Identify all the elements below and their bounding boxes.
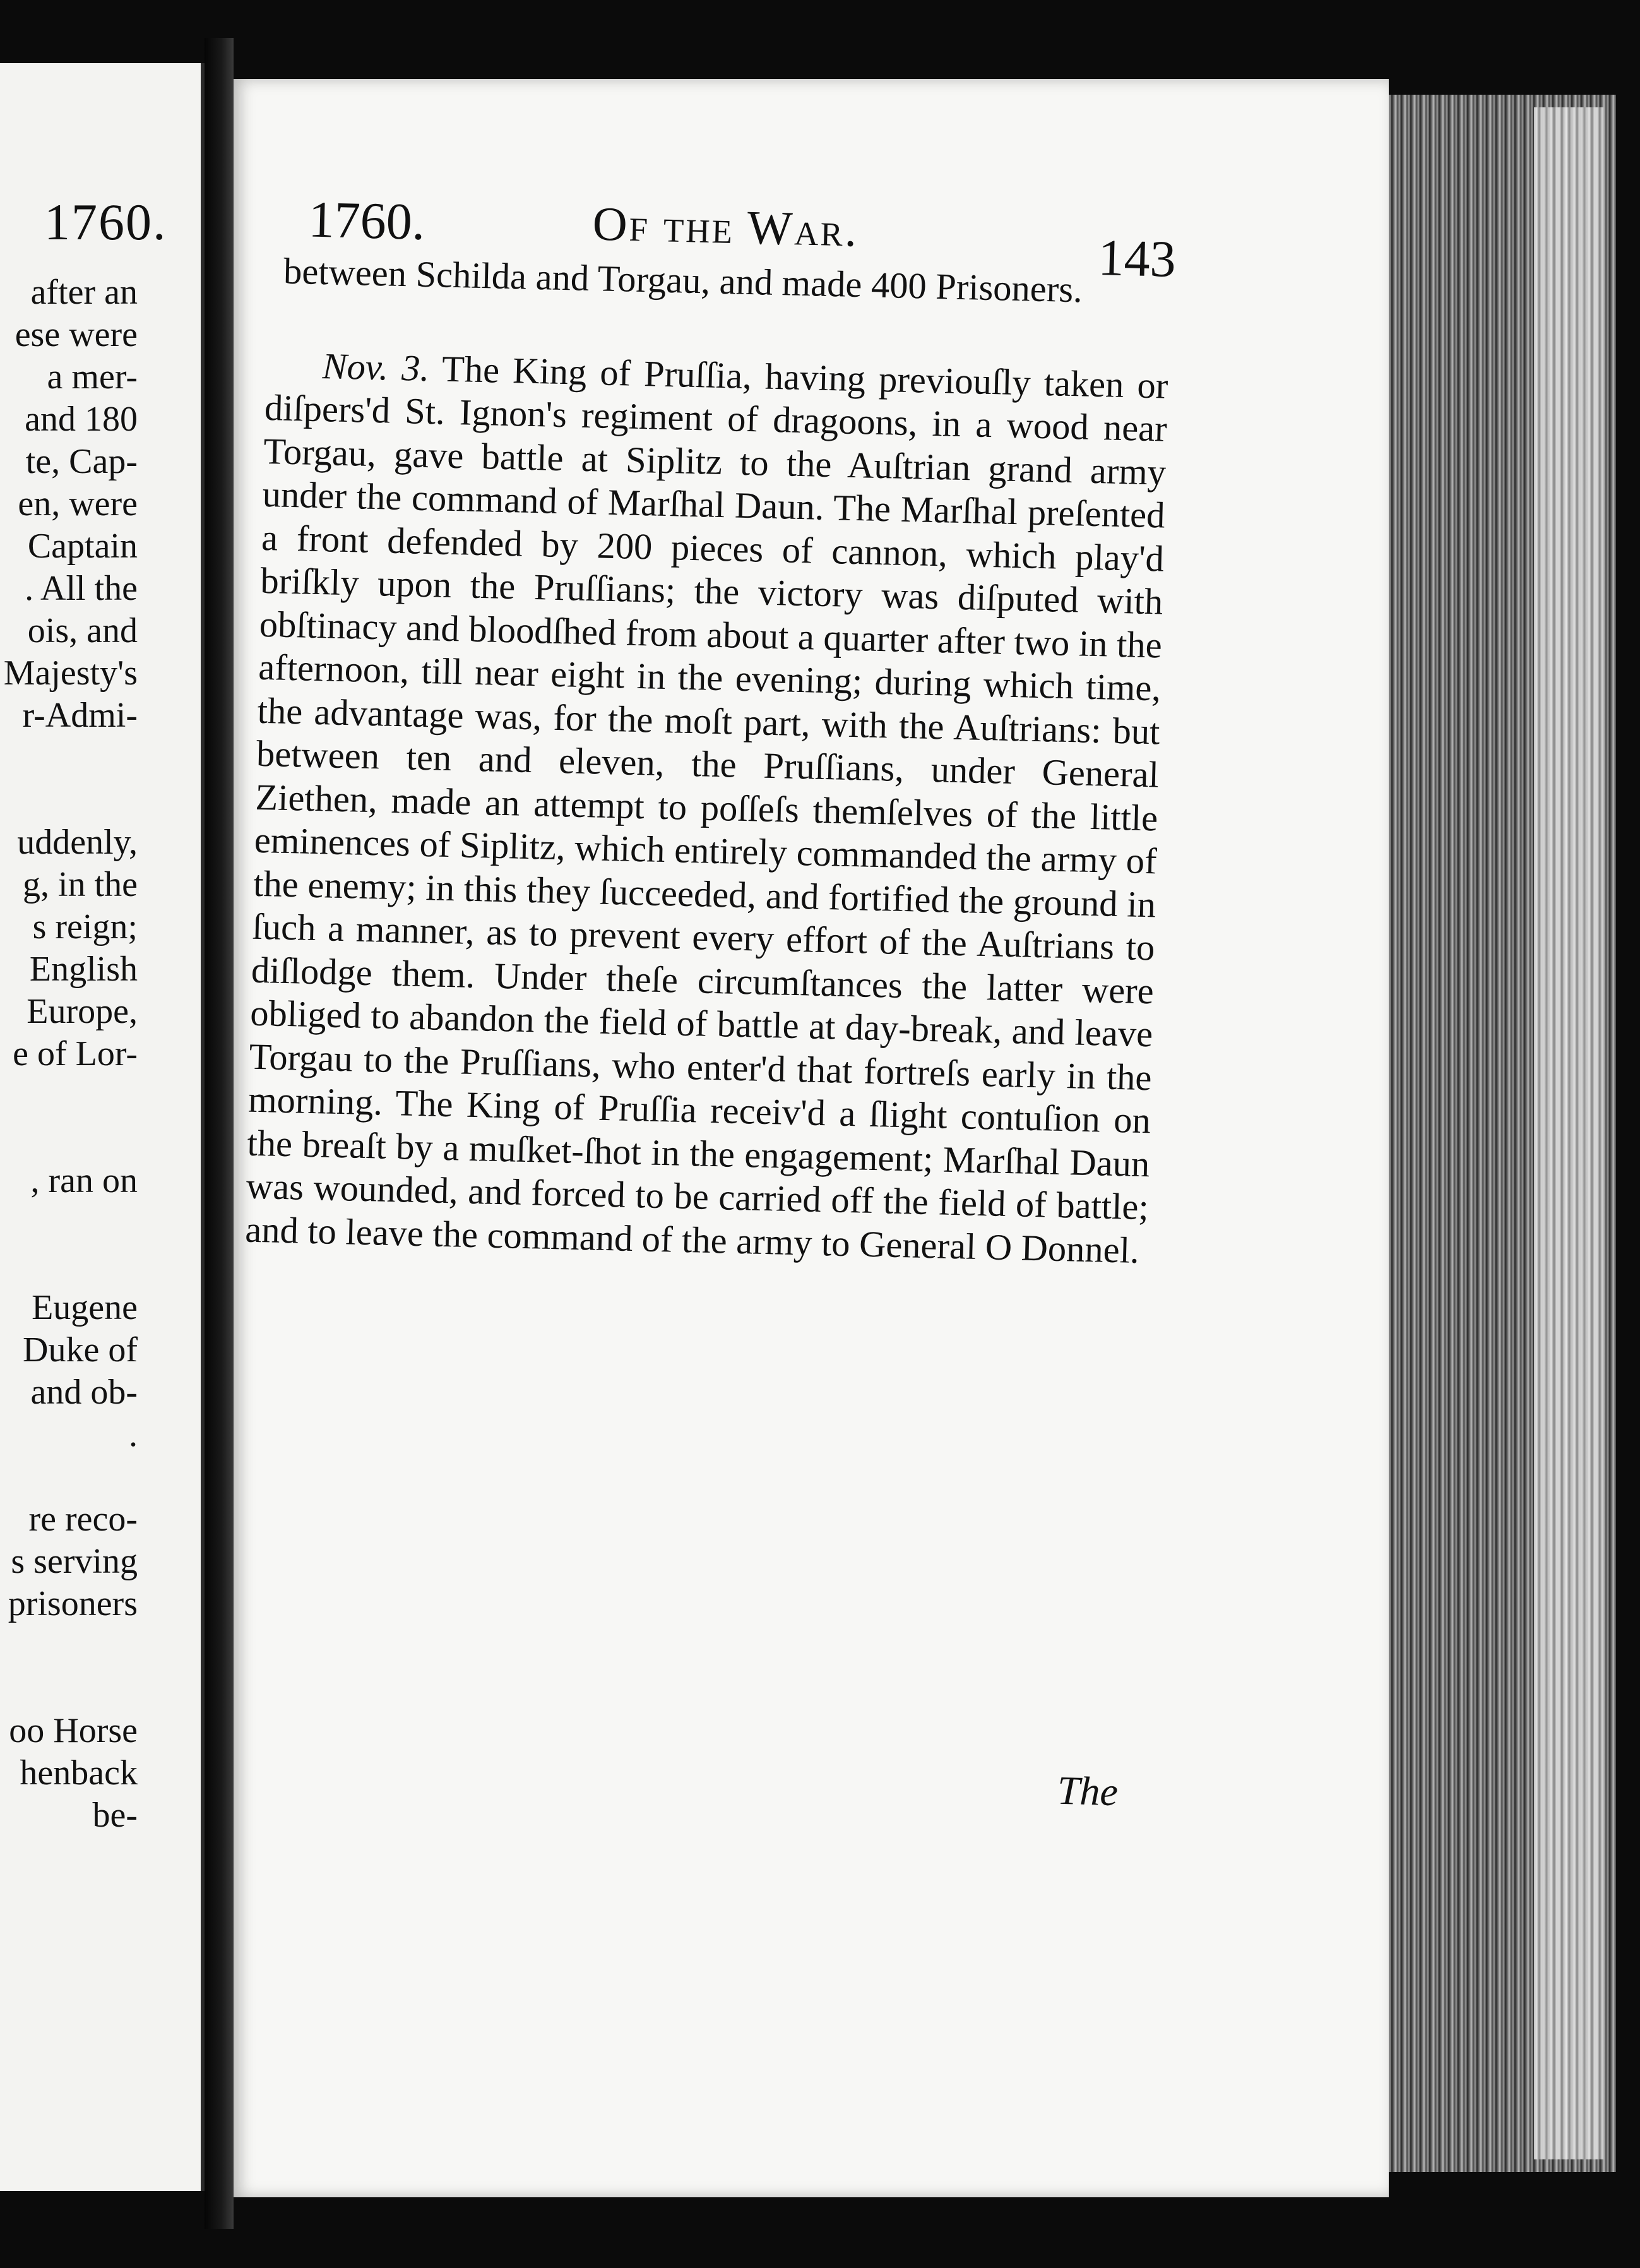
- left-page-line: uddenly,: [17, 823, 138, 862]
- left-page-text: [4, 272, 138, 1837]
- left-page-line: . All the: [25, 569, 138, 608]
- left-page-line: s serving: [11, 1542, 138, 1581]
- left-page-line: henback: [20, 1753, 138, 1793]
- page-number: 143: [1097, 229, 1177, 289]
- left-page-line: Duke of: [23, 1330, 138, 1370]
- left-page-line: , ran on: [30, 1161, 138, 1200]
- left-page-line: [4, 1625, 138, 1668]
- page-title: Of the War.: [591, 197, 860, 257]
- left-page-line: r-Admi-: [22, 696, 138, 735]
- left-page-line: Majesty's: [3, 654, 138, 693]
- left-page-line: [4, 1668, 138, 1710]
- left-facing-page: [0, 63, 205, 2191]
- left-page-line: Captain: [27, 527, 138, 566]
- left-page-line: [4, 1244, 138, 1287]
- left-page-line: e of Lor-: [13, 1034, 138, 1073]
- date-reference: Nov. 3.: [321, 345, 430, 389]
- left-page-line: [4, 1075, 138, 1118]
- left-page-line: [4, 1118, 138, 1160]
- left-page-header-year: 1760.: [44, 193, 167, 251]
- paragraph-nov-3: [245, 343, 1168, 1272]
- left-page-line: be-: [92, 1796, 138, 1835]
- body-text: [245, 249, 1171, 1272]
- left-page-line: oo Horse: [9, 1711, 138, 1750]
- left-page-line: [4, 1456, 138, 1498]
- paragraph-continuation: between Schilda and Torgau, and made 400 Prisoners.: [283, 250, 1083, 311]
- left-page-line: [4, 779, 138, 821]
- left-page-line: s reign;: [32, 907, 138, 946]
- left-page-line: English: [29, 950, 138, 989]
- left-page-line: ois, and: [27, 611, 138, 650]
- left-page-line: en, were: [18, 484, 138, 523]
- left-page-line: ese were: [15, 315, 138, 354]
- left-page-line: after an: [30, 273, 138, 312]
- left-page-line: [4, 737, 138, 779]
- left-page-line: re reco-: [28, 1500, 138, 1539]
- left-page-line: g, in the: [23, 865, 138, 904]
- left-page-line: prisoners: [8, 1584, 138, 1623]
- left-page-line: [4, 1202, 138, 1244]
- catchword: The: [1057, 1767, 1119, 1815]
- left-page-line: and 180: [25, 400, 138, 439]
- paragraph-text: The King of Pruſſia, having previouſly taken or diſpers'd St. Ignon's regiment of dragoons, in a wood near Torgau, gave battle at Siplitz to the Auſtrian grand army under the command of Marſhal Daun. The Marſhal preſented a front defended by 200 pieces of cannon, which play'd briſkly upon the Pruſſians; the victory was diſputed with obſtinacy and bloodſhed from about a quarter after two in the afternoon, till near eight in the evening; during which time, the advantage was, for the moſt part, with the Auſtrians: but between ten and eleven, the Pruſſians, under General Ziethen, made an attempt to poſſeſs themſelves of the little eminences of Siplitz, which entirely commanded the army of the enemy; in this they ſucceeded, and fortified the ground in ſuch a manner, as to prevent every effort of the Auſtrians to diſlodge them. Under theſe circumſtances the latter were obliged to abandon the field of battle at day-break, and leave Torgau to the Pruſſians, who enter'd that fortreſs early in the morning. The King of Pruſſia receiv'd a ſlight contuſion on the breaſt by a muſket-ſhot in the engagement; Marſhal Daun was wounded, and forced to be carried off the field of battle; and to leave the command of the army to General O Donnel.: [244, 348, 1169, 1271]
- book-gutter: [205, 38, 234, 2229]
- header-year: 1760.: [307, 190, 426, 251]
- left-page-line: Eugene: [32, 1288, 138, 1327]
- left-page-line: te, Cap-: [25, 442, 138, 481]
- page-edges-highlight: [1534, 107, 1603, 2159]
- left-page-line: and ob-: [30, 1373, 138, 1412]
- left-page-line: .: [129, 1415, 138, 1454]
- left-page-line: Europe,: [27, 992, 138, 1031]
- left-page-line: a mer-: [47, 357, 138, 397]
